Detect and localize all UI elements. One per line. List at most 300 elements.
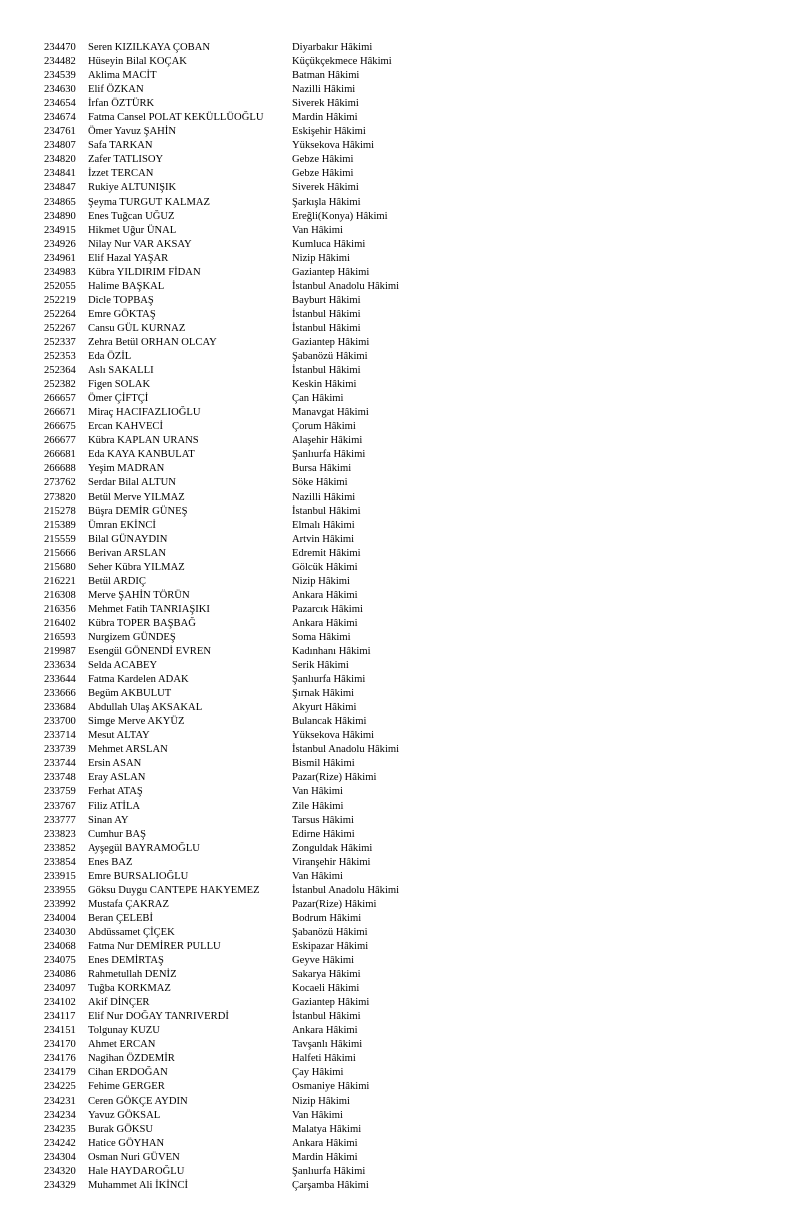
court-assignment: Şanlıurfa Hâkimi — [292, 674, 366, 686]
registry-number: 234231 — [44, 1095, 76, 1107]
registry-number: 233992 — [44, 898, 76, 910]
list-row — [44, 547, 784, 561]
person-name: Cihan ERDOĞAN — [88, 1067, 168, 1079]
list-row — [44, 476, 784, 490]
court-assignment: Siverek Hâkimi — [292, 182, 359, 194]
court-assignment: Siverek Hâkimi — [292, 98, 359, 110]
list-row — [44, 1052, 784, 1066]
list-body — [44, 41, 784, 1193]
person-name: Eda ÖZİL — [88, 351, 132, 363]
list-row — [44, 238, 784, 252]
list-row — [44, 1066, 784, 1080]
person-name: Betül ARDIÇ — [88, 575, 146, 587]
registry-number: 233684 — [44, 702, 76, 714]
person-name: Mustafa ÇAKRAZ — [88, 898, 169, 910]
registry-number: 266675 — [44, 421, 76, 433]
person-name: Beran ÇELEBİ — [88, 912, 154, 924]
registry-number: 216593 — [44, 631, 76, 643]
registry-number: 252055 — [44, 280, 76, 292]
court-assignment: İstanbul Hâkimi — [292, 322, 361, 334]
list-row — [44, 884, 784, 898]
list-row — [44, 1179, 784, 1193]
list-row — [44, 631, 784, 645]
court-assignment: Şabanözü Hâkimi — [292, 351, 368, 363]
registry-number: 233666 — [44, 688, 76, 700]
person-name: Elif Hazal YAŞAR — [88, 252, 169, 264]
registry-number: 216308 — [44, 589, 76, 601]
person-name: Merve ŞAHİN TÖRÜN — [88, 589, 190, 601]
court-assignment: Nizip Hâkimi — [292, 575, 350, 587]
person-name: Mehmet Fatih TANRIAŞIKI — [88, 603, 210, 615]
court-assignment: Artvin Hâkimi — [292, 533, 355, 545]
list-row — [44, 589, 784, 603]
court-assignment: Kocaeli Hâkimi — [292, 983, 360, 995]
list-row — [44, 757, 784, 771]
person-name: Tuğba KORKMAZ — [88, 983, 171, 995]
court-assignment: Nizip Hâkimi — [292, 252, 350, 264]
person-name: Mehmet ARSLAN — [88, 744, 168, 756]
court-assignment: Söke Hâkimi — [292, 477, 348, 489]
list-row — [44, 926, 784, 940]
court-assignment: Batman Hâkimi — [292, 70, 360, 82]
registry-number: 216221 — [44, 575, 76, 587]
list-row — [44, 434, 784, 448]
list-row — [44, 266, 784, 280]
person-name: Figen SOLAK — [88, 379, 151, 391]
registry-number: 215680 — [44, 561, 76, 573]
list-row — [44, 771, 784, 785]
court-assignment: Ankara Hâkimi — [292, 589, 358, 601]
registry-number: 234030 — [44, 926, 76, 938]
person-name: İzzet TERCAN — [88, 168, 154, 180]
person-name: Burak GÖKSU — [88, 1123, 154, 1135]
registry-number: 234865 — [44, 196, 76, 208]
registry-number: 233915 — [44, 870, 76, 882]
list-row — [44, 462, 784, 476]
list-row — [44, 1137, 784, 1151]
registry-number: 233854 — [44, 856, 76, 868]
person-name: Mesut ALTAY — [88, 730, 150, 742]
registry-number: 233634 — [44, 660, 76, 672]
list-row — [44, 701, 784, 715]
registry-number: 252219 — [44, 294, 76, 306]
registry-number: 234176 — [44, 1053, 76, 1065]
list-row — [44, 308, 784, 322]
appointment-list — [44, 41, 784, 1193]
person-name: Kübra TOPER BAŞBAĞ — [88, 617, 196, 629]
registry-number: 234304 — [44, 1151, 76, 1163]
registry-number: 216356 — [44, 603, 76, 615]
registry-number: 234630 — [44, 84, 76, 96]
registry-number: 233955 — [44, 884, 76, 896]
list-row — [44, 603, 784, 617]
person-name: Ceren GÖKÇE AYDIN — [88, 1095, 188, 1107]
court-assignment: Van Hâkimi — [292, 1109, 343, 1121]
list-row — [44, 378, 784, 392]
person-name: Abdüssamet ÇİÇEK — [88, 926, 175, 938]
person-name: Fatma Nur DEMİRER PULLU — [88, 941, 221, 952]
person-name: Emre BURSALIOĞLU — [88, 870, 189, 882]
court-assignment: Diyarbakır Hâkimi — [292, 42, 373, 53]
registry-number: 234761 — [44, 126, 76, 138]
person-name: Halime BAŞKAL — [88, 280, 165, 292]
person-name: Fatma Kardelen ADAK — [88, 674, 189, 686]
list-row — [44, 519, 784, 533]
registry-number: 234654 — [44, 98, 76, 110]
list-row — [44, 575, 784, 589]
person-name: Zafer TATLISOY — [88, 154, 164, 166]
list-row — [44, 814, 784, 828]
registry-number: 234329 — [44, 1179, 76, 1191]
list-row — [44, 785, 784, 799]
court-assignment: Edirne Hâkimi — [292, 828, 355, 840]
court-assignment: Viranşehir Hâkimi — [292, 856, 371, 868]
court-assignment: Şırnak Hâkimi — [292, 688, 355, 700]
registry-number: 252264 — [44, 308, 76, 320]
person-name: Muhammet Ali İKİNCİ — [88, 1179, 189, 1191]
registry-number: 273762 — [44, 477, 76, 489]
person-name: Eda KAYA KANBULAT — [88, 449, 195, 461]
list-row — [44, 729, 784, 743]
person-name: Yavuz GÖKSAL — [88, 1109, 161, 1121]
registry-number: 234117 — [44, 1011, 76, 1023]
registry-number: 266671 — [44, 407, 76, 419]
list-row — [44, 41, 784, 55]
registry-number: 233714 — [44, 730, 76, 742]
registry-number: 234807 — [44, 140, 76, 152]
court-assignment: Pazar(Rize) Hâkimi — [292, 898, 377, 910]
registry-number: 234482 — [44, 56, 76, 68]
court-assignment: Malatya Hâkimi — [292, 1123, 362, 1135]
list-row — [44, 420, 784, 434]
person-name: Aklima MACİT — [88, 70, 157, 82]
court-assignment: Manavgat Hâkimi — [292, 407, 369, 419]
person-name: Bilal GÜNAYDIN — [88, 533, 168, 545]
court-assignment: Kumluca Hâkimi — [292, 238, 366, 250]
registry-number: 234179 — [44, 1067, 76, 1079]
registry-number: 234847 — [44, 182, 76, 194]
registry-number: 215389 — [44, 519, 76, 531]
person-name: Ferhat ATAŞ — [88, 786, 143, 798]
list-row — [44, 1080, 784, 1094]
list-row — [44, 139, 784, 153]
court-assignment: Küçükçekmece Hâkimi — [292, 56, 392, 68]
court-assignment: Zile Hâkimi — [292, 800, 344, 812]
person-name: Nurgizem GÜNDEŞ — [88, 631, 176, 643]
court-assignment: Alaşehir Hâkimi — [292, 435, 363, 447]
list-row — [44, 210, 784, 224]
registry-number: 233767 — [44, 800, 76, 812]
registry-number: 266657 — [44, 393, 76, 405]
person-name: Ersin ASAN — [88, 758, 142, 770]
court-assignment: Çay Hâkimi — [292, 1067, 344, 1079]
list-row — [44, 505, 784, 519]
court-assignment: Akyurt Hâkimi — [292, 702, 357, 714]
court-assignment: Eskipazar Hâkimi — [292, 941, 369, 952]
list-row — [44, 336, 784, 350]
court-assignment: Mardin Hâkimi — [292, 1151, 358, 1163]
court-assignment: Çan Hâkimi — [292, 393, 344, 405]
court-assignment: Nazilli Hâkimi — [292, 84, 356, 96]
registry-number: 234170 — [44, 1039, 76, 1051]
person-name: İrfan ÖZTÜRK — [88, 98, 155, 110]
list-row — [44, 350, 784, 364]
registry-number: 266677 — [44, 435, 76, 447]
person-name: Osman Nuri GÜVEN — [88, 1151, 180, 1163]
person-name: Miraç HACIFAZLIOĞLU — [88, 407, 201, 419]
person-name: Ercan KAHVECİ — [88, 421, 164, 433]
person-name: Enes BAZ — [88, 856, 133, 868]
list-row — [44, 800, 784, 814]
court-assignment: Zonguldak Hâkimi — [292, 842, 373, 854]
registry-number: 215666 — [44, 547, 76, 559]
court-assignment: Gebze Hâkimi — [292, 168, 354, 180]
person-name: Ömer Yavuz ŞAHİN — [88, 126, 176, 138]
list-row — [44, 1151, 784, 1165]
registry-number: 234674 — [44, 112, 76, 124]
registry-number: 234235 — [44, 1123, 76, 1135]
list-row — [44, 940, 784, 954]
person-name: Emre GÖKTAŞ — [88, 308, 156, 320]
registry-number: 233759 — [44, 786, 76, 798]
person-name: Cumhur BAŞ — [88, 828, 146, 840]
registry-number: 234320 — [44, 1165, 76, 1177]
court-assignment: İstanbul Anadolu Hâkimi — [292, 884, 400, 896]
list-row — [44, 715, 784, 729]
registry-number: 234470 — [44, 42, 76, 53]
person-name: Aslı SAKALLI — [88, 365, 154, 377]
registry-number: 234926 — [44, 238, 76, 250]
court-assignment: Nazilli Hâkimi — [292, 491, 356, 503]
list-row — [44, 659, 784, 673]
court-assignment: Bismil Hâkimi — [292, 758, 355, 770]
list-row — [44, 392, 784, 406]
person-name: Dicle TOPBAŞ — [88, 294, 154, 306]
list-row — [44, 280, 784, 294]
list-row — [44, 167, 784, 181]
list-row — [44, 406, 784, 420]
list-row — [44, 561, 784, 575]
registry-number: 234097 — [44, 983, 76, 995]
list-row — [44, 912, 784, 926]
list-row — [44, 898, 784, 912]
list-row — [44, 224, 784, 238]
person-name: Enes DEMİRTAŞ — [88, 955, 164, 967]
court-assignment: Bursa Hâkimi — [292, 463, 352, 475]
person-name: Safa TARKAN — [88, 140, 153, 152]
court-assignment: Bulancak Hâkimi — [292, 716, 367, 728]
person-name: Berivan ARSLAN — [88, 547, 166, 559]
list-row — [44, 743, 784, 757]
person-name: Nagihan ÖZDEMİR — [88, 1053, 175, 1065]
list-row — [44, 1109, 784, 1123]
list-row — [44, 69, 784, 83]
court-assignment: İstanbul Anadolu Hâkimi — [292, 280, 400, 292]
court-assignment: Bayburt Hâkimi — [292, 294, 361, 306]
list-row — [44, 1165, 784, 1179]
registry-number: 233852 — [44, 842, 76, 854]
person-name: Ümran EKİNCİ — [88, 519, 156, 531]
court-assignment: Çarşamba Hâkimi — [292, 1179, 369, 1191]
list-row — [44, 294, 784, 308]
person-name: Ömer ÇİFTÇİ — [88, 393, 149, 405]
court-assignment: Soma Hâkimi — [292, 631, 351, 643]
person-name: Elif Nur DOĞAY TANRIVERDİ — [88, 1011, 229, 1023]
registry-number: 233748 — [44, 772, 76, 784]
registry-number: 233739 — [44, 744, 76, 756]
court-assignment: Ankara Hâkimi — [292, 1137, 358, 1149]
person-name: Betül Merve YILMAZ — [88, 491, 185, 503]
person-name: Tolgunay KUZU — [88, 1025, 160, 1037]
registry-number: 219987 — [44, 646, 76, 658]
registry-number: 215559 — [44, 533, 76, 545]
person-name: Rahmetullah DENİZ — [88, 969, 177, 981]
person-name: Ayşegül BAYRAMOĞLU — [88, 842, 200, 854]
court-assignment: Yüksekova Hâkimi — [292, 140, 375, 152]
registry-number: 234890 — [44, 210, 76, 222]
registry-number: 234234 — [44, 1109, 76, 1121]
person-name: Simge Merve AKYÜZ — [88, 716, 185, 728]
court-assignment: Tavşanlı Hâkimi — [292, 1039, 363, 1051]
registry-number: 215278 — [44, 505, 76, 517]
person-name: Zehra Betül ORHAN OLCAY — [88, 336, 217, 348]
list-row — [44, 491, 784, 505]
person-name: Kübra KAPLAN URANS — [88, 435, 199, 447]
registry-number: 252353 — [44, 351, 76, 363]
registry-number: 233823 — [44, 828, 76, 840]
court-assignment: Çorum Hâkimi — [292, 421, 356, 433]
court-assignment: Şarkışla Hâkimi — [292, 196, 361, 208]
court-assignment: Şanlıurfa Hâkimi — [292, 1165, 366, 1177]
list-row — [44, 1123, 784, 1137]
person-name: Serdar Bilal ALTUN — [88, 477, 176, 489]
court-assignment: Pazar(Rize) Hâkimi — [292, 772, 377, 784]
list-row — [44, 982, 784, 996]
court-assignment: Bodrum Hâkimi — [292, 912, 362, 924]
court-assignment: Şabanözü Hâkimi — [292, 926, 368, 938]
person-name: Sinan AY — [88, 814, 129, 826]
registry-number: 216402 — [44, 617, 76, 629]
registry-number: 252364 — [44, 365, 76, 377]
person-name: Göksu Duygu CANTEPE HAKYEMEZ — [88, 884, 260, 896]
registry-number: 252382 — [44, 379, 76, 391]
court-assignment: Tarsus Hâkimi — [292, 814, 354, 826]
list-row — [44, 181, 784, 195]
person-name: Seren KIZILKAYA ÇOBAN — [88, 42, 211, 53]
list-row — [44, 842, 784, 856]
list-row — [44, 153, 784, 167]
registry-number: 234539 — [44, 70, 76, 82]
registry-number: 234102 — [44, 997, 76, 1009]
person-name: Fehime GERGER — [88, 1081, 165, 1093]
list-row — [44, 828, 784, 842]
court-assignment: Geyve Hâkimi — [292, 955, 355, 967]
list-row — [44, 111, 784, 125]
person-name: Hikmet Uğur ÜNAL — [88, 224, 177, 236]
registry-number: 252337 — [44, 336, 76, 348]
list-row — [44, 1024, 784, 1038]
registry-number: 266681 — [44, 449, 76, 461]
person-name: Hatice GÖYHAN — [88, 1137, 165, 1149]
person-name: Akif DİNÇER — [88, 997, 150, 1009]
list-row — [44, 448, 784, 462]
list-row — [44, 617, 784, 631]
list-row — [44, 673, 784, 687]
court-assignment: Yüksekova Hâkimi — [292, 730, 375, 742]
person-name: Begüm AKBULUT — [88, 688, 172, 700]
list-row — [44, 364, 784, 378]
court-assignment: Pazarcık Hâkimi — [292, 603, 363, 615]
court-assignment: Gaziantep Hâkimi — [292, 336, 370, 348]
person-name: Hüseyin Bilal KOÇAK — [88, 56, 187, 68]
court-assignment: Van Hâkimi — [292, 870, 343, 882]
list-row — [44, 1095, 784, 1109]
person-name: Büşra DEMİR GÜNEŞ — [88, 505, 188, 517]
court-assignment: Van Hâkimi — [292, 224, 343, 236]
registry-number: 234841 — [44, 168, 76, 180]
court-assignment: Gebze Hâkimi — [292, 154, 354, 166]
list-row — [44, 83, 784, 97]
registry-number: 234961 — [44, 252, 76, 264]
court-assignment: Halfeti Hâkimi — [292, 1053, 356, 1065]
registry-number: 234225 — [44, 1081, 76, 1093]
court-assignment: Edremit Hâkimi — [292, 547, 361, 559]
court-assignment: Keskin Hâkimi — [292, 379, 357, 391]
court-assignment: Ankara Hâkimi — [292, 617, 358, 629]
registry-number: 266688 — [44, 463, 76, 475]
court-assignment: Gölcük Hâkimi — [292, 561, 358, 573]
person-name: Şeyma TURGUT KALMAZ — [88, 196, 211, 208]
registry-number: 234151 — [44, 1025, 76, 1037]
person-name: Cansu GÜL KURNAZ — [88, 322, 186, 334]
registry-number: 234068 — [44, 941, 76, 952]
court-assignment: Mardin Hâkimi — [292, 112, 358, 124]
registry-number: 234075 — [44, 955, 76, 967]
person-name: Seher Kübra YILMAZ — [88, 561, 185, 573]
person-name: Enes Tuğcan UĞUZ — [88, 210, 175, 222]
registry-number: 234915 — [44, 224, 76, 236]
court-assignment: Kadınhanı Hâkimi — [292, 646, 371, 658]
court-assignment: Eskişehir Hâkimi — [292, 126, 366, 138]
list-row — [44, 533, 784, 547]
list-row — [44, 55, 784, 69]
person-name: Esengül GÖNENDİ EVREN — [88, 646, 211, 658]
court-assignment: Ereğli(Konya) Hâkimi — [292, 210, 388, 222]
person-name: Fatma Cansel POLAT KEKÜLLÜOĞLU — [88, 112, 264, 124]
list-row — [44, 856, 784, 870]
person-name: Abdullah Ulaş AKSAKAL — [88, 702, 203, 714]
court-assignment: Gaziantep Hâkimi — [292, 997, 370, 1009]
registry-number: 234242 — [44, 1137, 76, 1149]
list-row — [44, 1038, 784, 1052]
registry-number: 233777 — [44, 814, 76, 826]
person-name: Hale HAYDAROĞLU — [88, 1165, 185, 1177]
person-name: Filiz ATİLA — [88, 800, 141, 812]
court-assignment: İstanbul Hâkimi — [292, 1011, 361, 1023]
person-name: Kübra YILDIRIM FİDAN — [88, 266, 201, 278]
list-row — [44, 1010, 784, 1024]
list-row — [44, 322, 784, 336]
person-name: Selda ACABEY — [88, 660, 158, 672]
registry-number: 234983 — [44, 266, 76, 278]
person-name: Ahmet ERCAN — [88, 1039, 156, 1051]
person-name: Elif ÖZKAN — [88, 84, 144, 96]
list-row — [44, 687, 784, 701]
list-row — [44, 954, 784, 968]
list-row — [44, 196, 784, 210]
registry-number: 252267 — [44, 322, 76, 334]
court-assignment: İstanbul Hâkimi — [292, 308, 361, 320]
